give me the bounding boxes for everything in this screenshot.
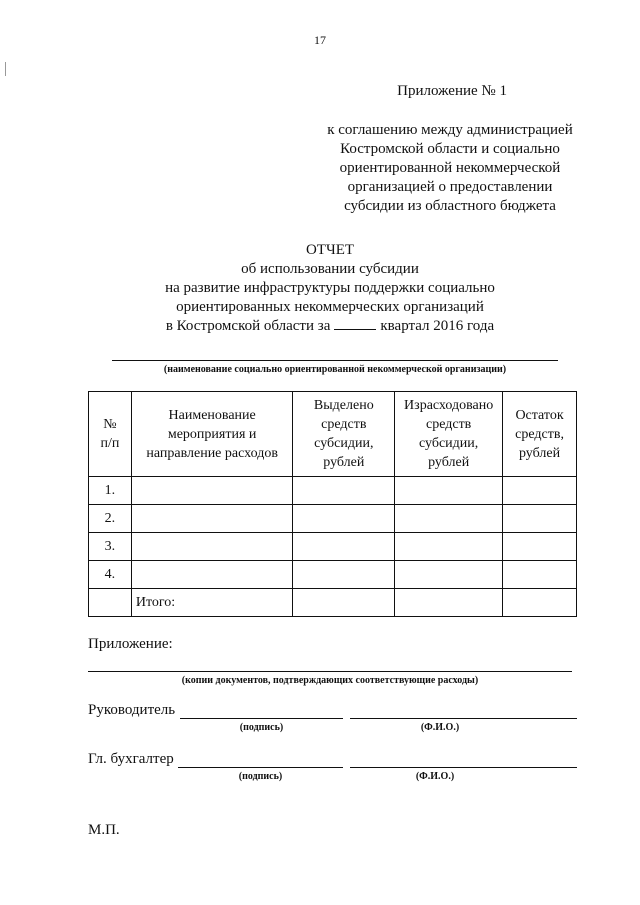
allocated-cell[interactable]: [293, 561, 395, 589]
attachment-line[interactable]: [88, 671, 572, 672]
agreement-line: к соглашению между администрацией: [327, 122, 573, 138]
total-spent-cell[interactable]: [395, 589, 503, 617]
head-signature-caption: (подпись): [239, 722, 284, 733]
activity-cell[interactable]: [131, 533, 293, 561]
row-number: 1.: [89, 477, 132, 505]
spent-cell[interactable]: [395, 477, 503, 505]
header-number: № п/п: [89, 392, 132, 477]
page-number: 17: [314, 33, 326, 47]
activity-cell[interactable]: [131, 477, 293, 505]
accountant-signature-label: Гл. бухгалтер: [88, 751, 174, 767]
report-subtitle-line: об использовании субсидии: [241, 261, 419, 277]
head-signature-line[interactable]: [180, 718, 343, 719]
report-subtitle-line: на развитие инфраструктуры поддержки социально: [165, 280, 495, 296]
margin-mark: [5, 62, 7, 76]
stamp-label: М.П.: [88, 822, 120, 838]
org-name-line[interactable]: [112, 360, 558, 361]
header-activity-name: Наименование мероприятия и направление расходов: [131, 392, 293, 477]
header-allocated: Выделено средств субсидии, рублей: [293, 392, 395, 477]
allocated-cell[interactable]: [293, 533, 395, 561]
report-title: ОТЧЕТ: [305, 242, 355, 258]
total-number-cell: [89, 589, 132, 617]
row-number: 3.: [89, 533, 132, 561]
agreement-reference: [300, 121, 600, 216]
allocated-cell[interactable]: [293, 505, 395, 533]
remaining-cell[interactable]: [503, 505, 577, 533]
quarter-blank-field[interactable]: [334, 317, 376, 330]
attachment-label: Приложение:: [88, 636, 173, 652]
head-name-line[interactable]: [350, 718, 577, 719]
table-row: [89, 533, 577, 561]
total-remaining-cell[interactable]: [503, 589, 577, 617]
agreement-line: Костромской области и социально: [340, 141, 560, 157]
report-heading: [0, 241, 640, 336]
spent-cell[interactable]: [395, 561, 503, 589]
remaining-cell[interactable]: [503, 561, 577, 589]
report-period-prefix: в Костромской области за: [165, 318, 331, 334]
attachment-caption: (копии документов, подтверждающих соответствующие расходы): [181, 675, 479, 686]
head-signature-label: Руководитель: [88, 702, 176, 718]
activity-cell[interactable]: [131, 561, 293, 589]
report-period-line: [0, 317, 640, 336]
table-header-row: [89, 392, 577, 477]
spent-cell[interactable]: [395, 505, 503, 533]
agreement-line: субсидии из областного бюджета: [344, 198, 556, 214]
remaining-cell[interactable]: [503, 477, 577, 505]
row-number: 4.: [89, 561, 132, 589]
allocated-cell[interactable]: [293, 477, 395, 505]
table-row: [89, 561, 577, 589]
header-spent: Израсходовано средств субсидии, рублей: [395, 392, 503, 477]
table-row: [89, 505, 577, 533]
total-allocated-cell[interactable]: [293, 589, 395, 617]
agreement-line: ориентированной некоммерческой: [339, 160, 561, 176]
agreement-line: организацией о предоставлении: [347, 179, 553, 195]
org-name-caption: (наименование социально ориентированной некоммерческой организации): [163, 364, 507, 375]
accountant-signature-caption: (подпись): [238, 771, 283, 782]
report-table: [88, 391, 577, 617]
appendix-title: Приложение № 1: [397, 83, 507, 99]
row-number: 2.: [89, 505, 132, 533]
accountant-signature-line[interactable]: [178, 767, 343, 768]
table-row: [89, 477, 577, 505]
report-subtitle-line: ориентированных некоммерческих организаций: [176, 299, 484, 315]
activity-cell[interactable]: [131, 505, 293, 533]
table-total-row: [89, 589, 577, 617]
header-remaining: Остаток средств, рублей: [503, 392, 577, 477]
report-period-suffix: квартал 2016 года: [380, 318, 495, 334]
spent-cell[interactable]: [395, 533, 503, 561]
head-name-caption: (Ф.И.О.): [420, 722, 460, 733]
total-label: Итого:: [131, 589, 293, 617]
accountant-name-caption: (Ф.И.О.): [415, 771, 455, 782]
remaining-cell[interactable]: [503, 533, 577, 561]
accountant-name-line[interactable]: [350, 767, 577, 768]
